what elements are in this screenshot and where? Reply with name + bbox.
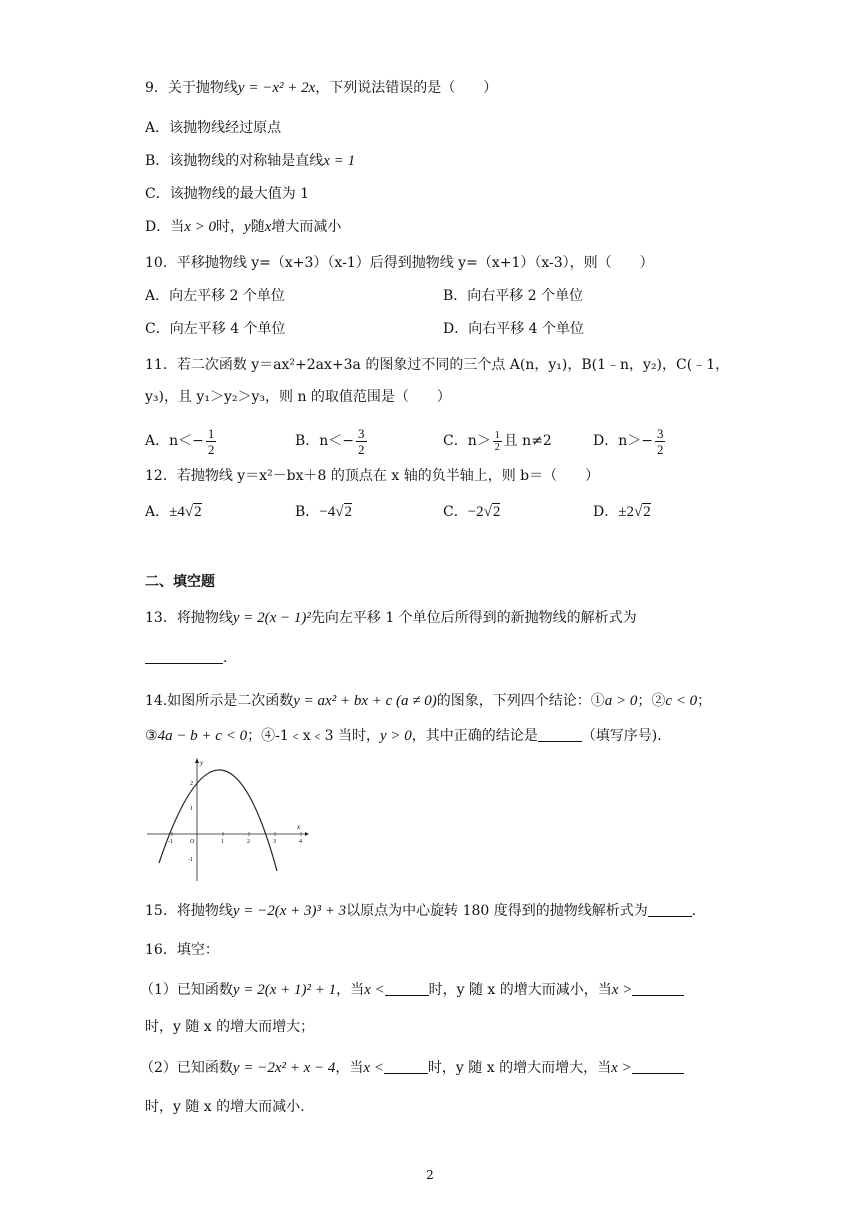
y-axis-label: y — [200, 759, 204, 767]
q12-option-b-radicand: 2 — [344, 504, 352, 520]
q12-option-c — [443, 502, 500, 522]
fraction-denominator: 2 — [207, 441, 215, 457]
tick-label-x: 3 — [273, 839, 276, 845]
q16-part1-gt: x > — [611, 982, 633, 998]
sqrt-icon: √ — [483, 504, 492, 520]
q14-stem-text: 14.如图所示是二次函数 — [145, 693, 294, 709]
q15-stem — [145, 901, 696, 921]
fraction-numerator: 1 — [207, 425, 215, 441]
q14-conclusion-2: c < 0 — [665, 693, 698, 709]
fraction-denominator: 2 — [358, 441, 365, 457]
q13-stem — [145, 608, 637, 628]
tick-label-y: 1 — [190, 806, 193, 812]
tick-label-y: 2 — [190, 781, 193, 787]
q14-stem-text3: ；④-1﹤x﹤3 当时， — [247, 728, 380, 744]
q14-separator: ；② — [637, 693, 666, 709]
q12-option-d-radicand: 2 — [643, 504, 651, 520]
parabola-curve — [159, 770, 277, 871]
x-axis-label: x — [297, 823, 301, 831]
q9-option-d-text2: 时， — [216, 219, 245, 235]
q9-option-b-math: x = 1 — [323, 153, 356, 169]
q11-option-c-fraction — [493, 430, 502, 453]
fraction-denominator: 2 — [656, 441, 664, 457]
q16-part2-text2: ，当 — [335, 1060, 364, 1076]
q11-option-b-text: B．n＜− — [295, 433, 355, 449]
q9-stem — [145, 78, 497, 98]
q12-options — [145, 502, 705, 524]
q16-part2-gt: x > — [611, 1060, 632, 1076]
y-axis-arrow-icon — [195, 758, 199, 763]
q12-option-c-radicand: 2 — [492, 504, 501, 520]
q11-option-b-fraction — [356, 426, 367, 457]
q10-option-b: B．向右平移 2 个单位 — [443, 288, 584, 304]
x-axis-arrow-icon — [305, 832, 309, 836]
q12-option-b — [295, 502, 352, 522]
q13-stem-text: 13．将抛物线 — [145, 610, 233, 626]
q14-separator: ； — [697, 693, 712, 709]
q16-part2-lt: x < — [363, 1060, 384, 1076]
q16-part2-text: （2）已知函数 — [140, 1060, 233, 1076]
q16-part1-text: （1）已知函数 — [140, 982, 233, 998]
q13-formula: y = 2(x − 1)² — [232, 610, 311, 626]
q11-stem-line2: y₃)，且 y₁＞y₂＞y₃，则 n 的取值范围是（ ） — [145, 389, 451, 405]
sqrt-icon: √ — [633, 504, 643, 520]
tick-label-x: -1 — [168, 839, 173, 845]
q16-part1-line2: 时，y 随 x 的增大而增大； — [145, 1019, 315, 1035]
q16-part2 — [140, 1058, 684, 1078]
q9-option-b-text: B．该抛物线的对称轴是直线 — [145, 153, 324, 169]
q12-option-a-value: ±4 — [169, 504, 185, 520]
q11-option-c — [443, 424, 552, 458]
q16-part1-formula: y = 2(x + 1)² + 1 — [232, 982, 337, 998]
q11-option-d — [593, 424, 667, 458]
q12-option-b-value: −4 — [319, 504, 336, 520]
q14-stem-text2: 的图象，下列四个结论：① — [436, 693, 605, 709]
origin-label: O — [190, 839, 195, 845]
q10-option-d: D．向右平移 4 个单位 — [443, 321, 585, 337]
parabola-graph — [145, 757, 310, 883]
sqrt-icon: √ — [184, 504, 194, 520]
q11-option-d-fraction — [655, 426, 666, 457]
q13-stem-tail: 先向左平移 1 个单位后所得到的新抛物线的解析式为 — [310, 610, 637, 626]
q16-part1-text2: ，当 — [336, 982, 365, 998]
q11-option-c-tail: 且 n≠2 — [503, 433, 552, 449]
q9-option-c: C．该抛物线的最大值为 1 — [145, 186, 310, 202]
fraction-numerator: 1 — [494, 429, 500, 441]
q16-part2-text3: 时，y 随 x 的增大而增大，当 — [427, 1060, 612, 1076]
q9-option-d-text4: 增大而减小 — [271, 219, 342, 235]
q14-stem-line1 — [145, 691, 711, 711]
q13-answer-line — [145, 648, 227, 668]
q12-option-d-value: ±2 — [618, 504, 634, 520]
q14-conclusion-3: 4a − b + c < 0 — [157, 728, 248, 744]
page-number: 2 — [426, 1168, 434, 1182]
q16-part2-line2: 时，y 随 x 的增大而减小. — [145, 1099, 305, 1115]
q12-option-b-label: B． — [295, 504, 320, 520]
q11-stem-line1: 11．若二次函数 y＝ax²+2ax+3a 的图象过不同的三个点 A(n，y₁)，B(1﹣n，y₂)，C(﹣1， — [145, 357, 730, 373]
q11-option-d-text: D．n＞− — [593, 433, 653, 449]
fraction-numerator: 3 — [656, 425, 664, 441]
q13-answer-blank[interactable] — [145, 649, 223, 664]
q14-stem-line2 — [145, 726, 662, 746]
q15-stem-text: 15．将抛物线 — [145, 903, 233, 919]
q10-option-a: A．向左平移 2 个单位 — [145, 288, 285, 304]
q15-end: . — [691, 903, 697, 919]
q9-stem-text: 9．关于抛物线 — [145, 80, 238, 96]
q9-option-d-text: D．当 — [145, 219, 185, 235]
q9-option-b — [145, 151, 355, 171]
q15-formula: y = −2(x + 3)³ + 3 — [232, 903, 347, 919]
q12-option-a — [145, 502, 202, 522]
q9-formula: y = −x² + 2x — [237, 80, 316, 96]
q10-option-c: C．向左平移 4 个单位 — [145, 321, 286, 337]
q16-part2-blank-1[interactable] — [384, 1059, 428, 1074]
q16-stem: 16．填空： — [145, 942, 219, 958]
q15-stem-tail: 以原点为中心旋转 180 度得到的抛物线解析式为 — [346, 903, 648, 919]
q16-part1-blank-1[interactable] — [385, 981, 429, 996]
q14-formula: y = ax² + bx + c (a ≠ 0) — [293, 693, 437, 709]
tick-label-x: 1 — [221, 839, 224, 845]
q12-option-a-radicand: 2 — [194, 504, 202, 520]
q9-option-d-text3: 随 — [250, 219, 265, 235]
fraction-denominator: 2 — [494, 441, 500, 453]
q16-part2-blank-2[interactable] — [632, 1059, 684, 1074]
q10-stem: 10．平移抛物线 y=（x+3）（x-1）后得到抛物线 y=（x+1）（x-3），则（ ） — [145, 255, 654, 271]
q12-option-d — [593, 502, 651, 522]
q14-stem-tail: （填写序号). — [581, 728, 662, 744]
tick-label-x: 2 — [247, 839, 250, 845]
q12-stem: 12．若抛物线 y＝x²－bx＋8 的顶点在 x 轴的负半轴上，则 b＝（ ） — [145, 468, 600, 484]
q16-part1-lt: x < — [364, 982, 385, 998]
q11-option-b — [295, 424, 369, 458]
q16-part1-blank-2[interactable] — [632, 981, 684, 996]
sqrt-icon: √ — [335, 504, 344, 520]
q12-option-d-label: D． — [593, 504, 619, 520]
q16-part2-formula: y = −2x² + x − 4 — [232, 1060, 336, 1076]
q16-part1-text3: 时，y 随 x 的增大而减小，当 — [428, 982, 612, 998]
q9-stem-tail: ，下列说法错误的是（ ） — [315, 80, 498, 96]
q16-part1 — [140, 980, 684, 1000]
q11-option-a-fraction — [206, 426, 217, 457]
q11-option-a — [145, 424, 218, 458]
q9-option-a: A．该抛物线经过原点 — [145, 120, 282, 136]
q14-answer-blank[interactable] — [538, 727, 582, 742]
q9-option-d — [145, 217, 341, 237]
q14-marker-3: ③ — [145, 728, 158, 744]
q9-option-d-math: x > 0 — [184, 219, 217, 235]
q15-answer-blank[interactable] — [648, 902, 692, 917]
q12-option-c-label: C． — [443, 504, 468, 520]
q11-option-a-text: A．n＜− — [145, 433, 204, 449]
q13-end: . — [223, 650, 228, 666]
tick-label-y: -1 — [188, 857, 193, 863]
q9-option-d-y: y — [244, 219, 251, 235]
q14-conclusion-1: a > 0 — [604, 693, 638, 709]
tick-label-x: 4 — [299, 839, 302, 845]
q12-option-c-value: −2 — [467, 504, 484, 520]
q14-conclusion-4: y > 0 — [379, 728, 412, 744]
q12-option-a-label: A． — [145, 504, 170, 520]
fraction-numerator: 3 — [358, 425, 365, 441]
q11-option-c-text: C．n＞ — [443, 433, 491, 449]
q14-stem-text4: ，其中正确的结论是 — [411, 728, 538, 744]
section-title: 二、填空题 — [145, 574, 215, 590]
q9-option-d-x: x — [264, 219, 272, 235]
